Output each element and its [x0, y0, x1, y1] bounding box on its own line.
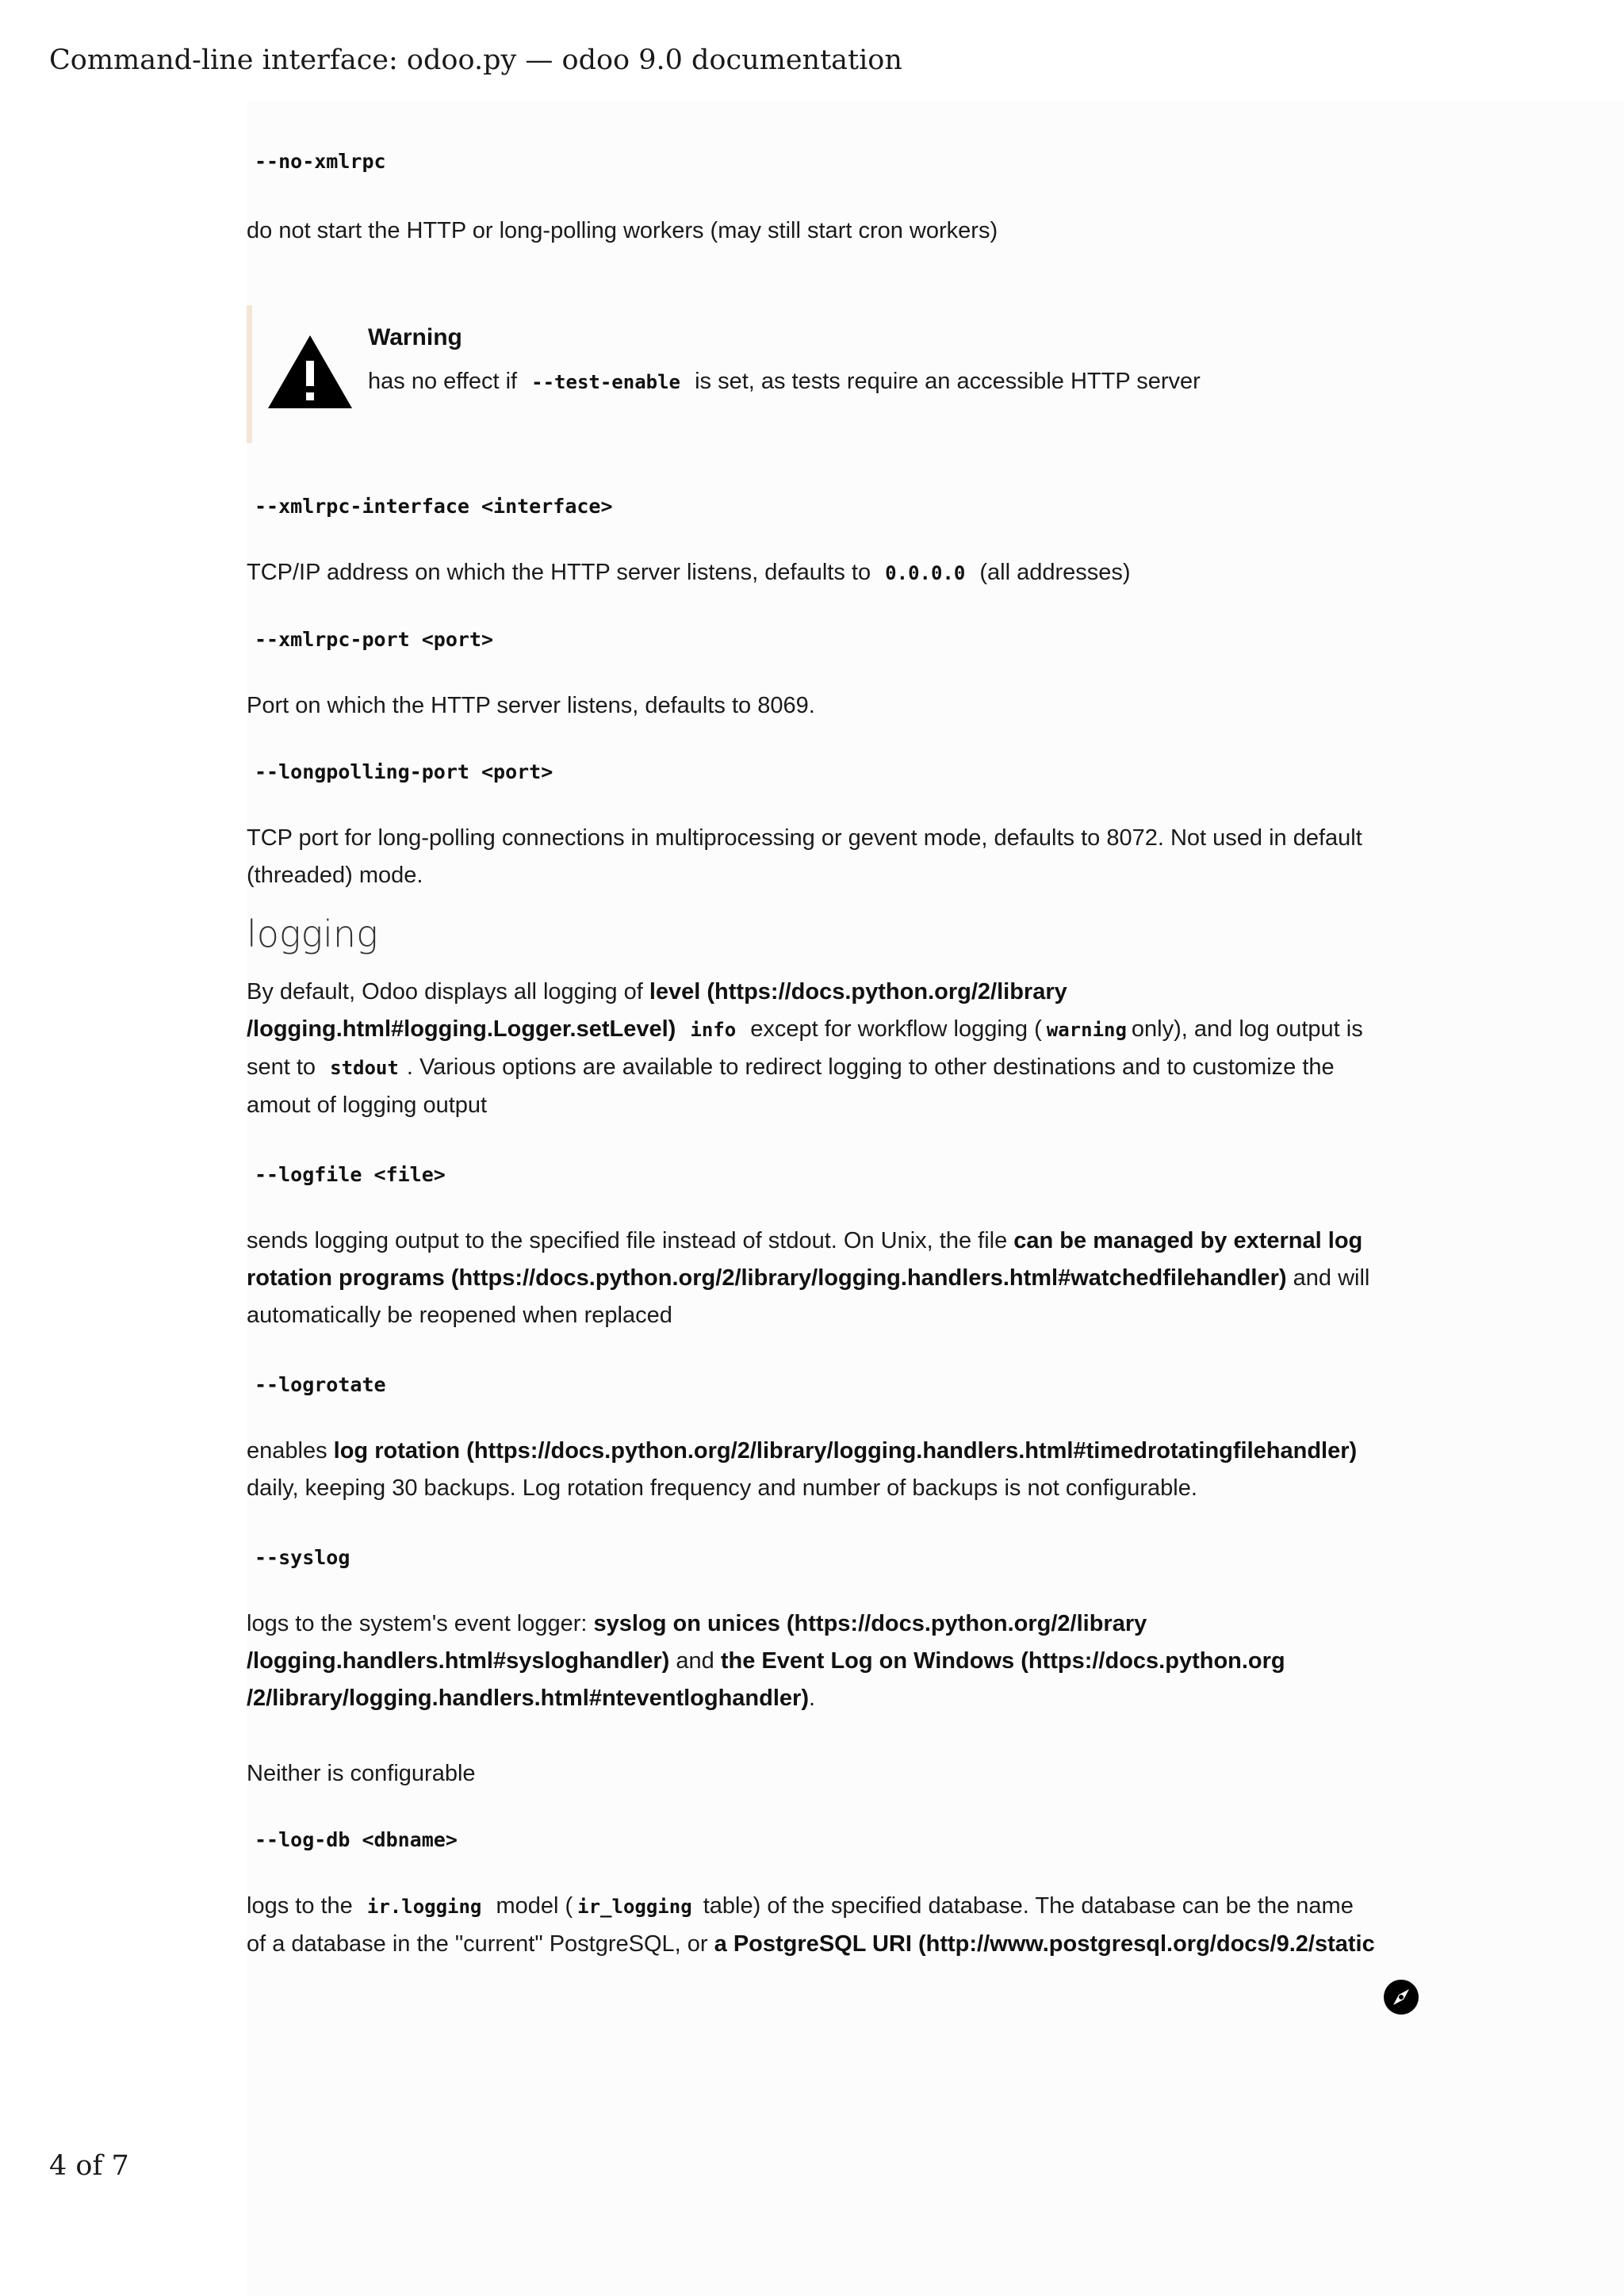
link-sysloghandler-line1[interactable]: syslog on unices (https://docs.python.org/2/library — [593, 1611, 1147, 1636]
warning-text-before: has no effect if — [368, 369, 518, 394]
syslog-text-3: . — [809, 1686, 816, 1711]
log-db-text-2: model ( — [496, 1893, 573, 1919]
option-syslog: --syslog — [255, 1546, 350, 1569]
option-logrotate: --logrotate — [255, 1373, 386, 1396]
link-logging-setlevel-line2[interactable]: /logging.html#logging.Logger.setLevel) — [247, 1016, 676, 1042]
logrotate-text-2: daily, keeping 30 backups. Log rotation frequency and number of backups is not configurable. — [247, 1475, 1197, 1501]
option-log-db-description — [247, 1888, 1373, 1963]
syslog-text-2: and — [676, 1648, 714, 1674]
link-sysloghandler-line2[interactable]: /logging.handlers.html#sysloghandler) — [247, 1648, 670, 1674]
logging-intro-paragraph — [247, 974, 1373, 1124]
code-stdout: stdout — [330, 1057, 399, 1079]
option-no-xmlrpc-description: do not start the HTTP or long-polling workers (may still start cron workers) — [247, 218, 998, 243]
main-content — [247, 127, 1373, 1963]
option-syslog-description — [247, 1605, 1373, 1717]
logging-intro-text-1: By default, Odoo displays all logging of — [247, 979, 643, 1004]
option-xmlrpc-interface: --xmlrpc-interface <interface> — [255, 495, 613, 518]
option-logfile-description — [247, 1223, 1373, 1334]
logrotate-text-1: enables — [247, 1438, 327, 1464]
logging-intro-text-6: amout of logging output — [247, 1093, 488, 1118]
warning-code-test-enable: --test-enable — [531, 371, 680, 393]
longpolling-desc-line1: TCP port for long-polling connections in multiprocessing or gevent mode, defaults to 8072. Not used in default — [247, 825, 1362, 851]
warning-admonition — [247, 305, 1373, 443]
code-warning: warning — [1046, 1019, 1127, 1041]
code-ir-logging: ir.logging — [366, 1896, 482, 1918]
option-xmlrpc-port-description: Port on which the HTTP server listens, defaults to 8069. — [247, 693, 815, 718]
option-xmlrpc-interface-description — [247, 554, 1373, 592]
xmlrpc-interface-text-after: (all addresses) — [979, 560, 1131, 585]
link-timedrotatingfilehandler[interactable]: log rotation (https://docs.python.org/2/library/logging.handlers.html#timedrotatingfilehandler) — [333, 1438, 1358, 1464]
link-nteventloghandler-line1[interactable]: the Event Log on Windows (https://docs.python.org — [720, 1648, 1285, 1674]
syslog-note: Neither is configurable — [247, 1761, 476, 1786]
link-nteventloghandler-line2[interactable]: /2/library/logging.handlers.html#nteventloghandler) — [247, 1686, 809, 1711]
code-all-addresses: 0.0.0.0 — [885, 562, 966, 584]
link-postgresql-uri[interactable]: a PostgreSQL URI (http://www.postgresql.org/docs/9.2/static — [714, 1931, 1375, 1957]
logging-intro-text-4: sent to — [247, 1054, 316, 1080]
logging-intro-text-2: except for workflow logging ( — [750, 1016, 1042, 1042]
log-db-text-3: table) of the specified database. The database can be the name — [703, 1893, 1354, 1919]
warning-text-after: is set, as tests require an accessible HTTP server — [695, 369, 1201, 394]
warning-title: Warning — [368, 324, 462, 350]
logfile-text-1: sends logging output to the specified file instead of stdout. On Unix, the file — [247, 1228, 1008, 1253]
log-db-text-1: logs to the — [247, 1893, 353, 1919]
option-longpolling-port-description — [247, 820, 1373, 894]
code-ir-logging-table: ir_logging — [577, 1896, 692, 1918]
option-longpolling-port: --longpolling-port <port> — [255, 760, 553, 783]
option-logfile: --logfile <file> — [255, 1163, 446, 1186]
warning-text — [368, 365, 1201, 398]
option-log-db: --log-db <dbname> — [255, 1828, 458, 1851]
option-xmlrpc-port: --xmlrpc-port <port> — [255, 628, 494, 651]
option-no-xmlrpc: --no-xmlrpc — [255, 150, 386, 173]
page-number: 4 of 7 — [49, 2150, 129, 2182]
compass-icon[interactable] — [1383, 1979, 1419, 2015]
warning-triangle-icon — [266, 332, 354, 411]
syslog-text-1: logs to the system's event logger: — [247, 1611, 588, 1636]
code-info: info — [690, 1019, 737, 1041]
log-db-text-4: of a database in the "current" PostgreSQL, or — [247, 1931, 708, 1957]
logging-intro-text-5: . Various options are available to redirect logging to other destinations and to customize the — [406, 1054, 1335, 1080]
link-watchedfilehandler-line1[interactable]: can be managed by external log — [1013, 1228, 1363, 1253]
longpolling-desc-line2: (threaded) mode. — [247, 863, 423, 888]
link-watchedfilehandler-line2[interactable]: rotation programs (https://docs.python.org/2/library/logging.handlers.html#watchedfilehandler) — [247, 1265, 1287, 1291]
section-heading-logging: logging — [247, 913, 378, 955]
page-header-title: Command-line interface: odoo.py — odoo 9.0 documentation — [49, 44, 902, 76]
logfile-text-3: automatically be reopened when replaced — [247, 1303, 672, 1328]
xmlrpc-interface-text-before: TCP/IP address on which the HTTP server listens, defaults to — [247, 560, 871, 585]
logging-intro-text-3: only), and log output is — [1131, 1016, 1363, 1042]
logfile-text-2: and will — [1293, 1265, 1370, 1291]
link-logging-setlevel-line1[interactable]: level (https://docs.python.org/2/library — [649, 979, 1067, 1004]
option-logrotate-description — [247, 1433, 1373, 1507]
